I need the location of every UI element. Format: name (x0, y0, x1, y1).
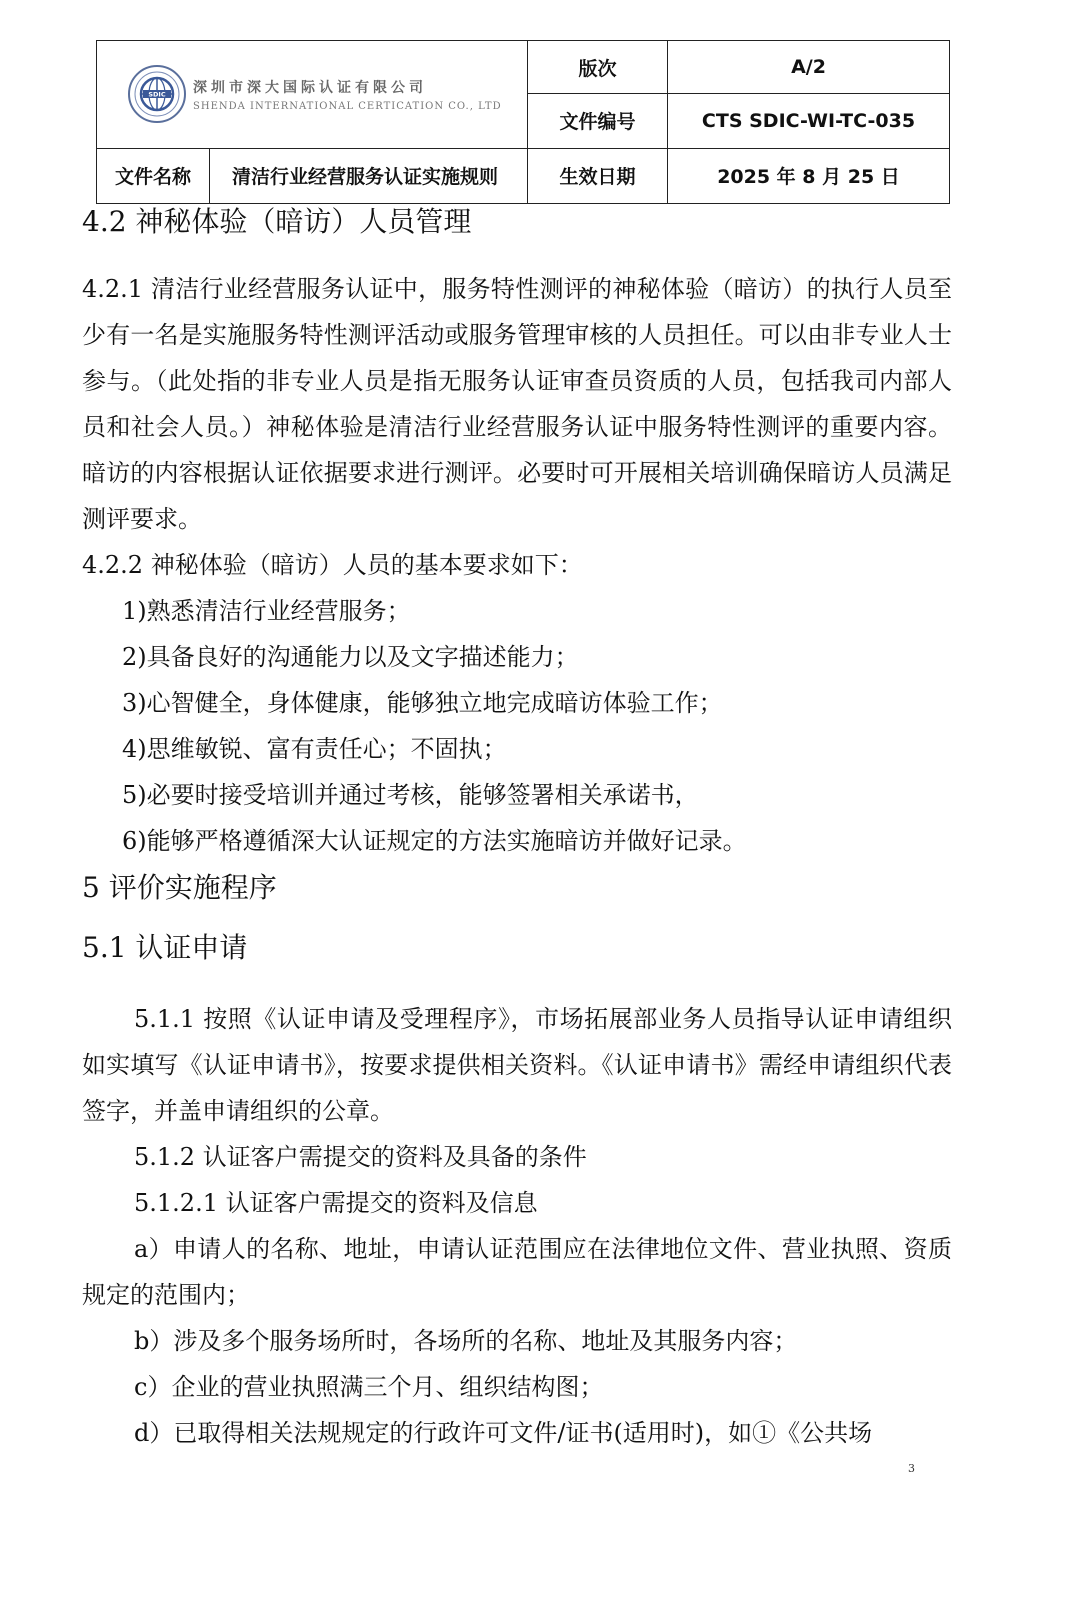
requirement-item-5: 5)必要时接受培训并通过考核，能够签署相关承诺书， (122, 781, 699, 809)
section-5-1-heading: 5.1 认证申请 (82, 931, 248, 964)
company-seal-icon (127, 64, 187, 124)
paragraph-5-1-2-1: 5.1.2.1 认证客户需提交的资料及信息 (134, 1189, 538, 1217)
paragraph-4-2-2: 4.2.2 神秘体验（暗访）人员的基本要求如下： (82, 551, 583, 579)
doc-no-value: CTS SDIC-WI-TC-035 (668, 94, 950, 148)
page-number: 3 (908, 1462, 915, 1475)
doc-name-label: 文件名称 (97, 148, 210, 203)
section-5-heading: 5 评价实施程序 (82, 871, 277, 904)
effective-date-value: 2025 年 8 月 25 日 (668, 148, 950, 203)
requirement-item-1: 1)熟悉清洁行业经营服务； (122, 597, 411, 625)
list-item-b: b）涉及多个服务场所时，各场所的名称、地址及其服务内容； (134, 1327, 798, 1355)
paragraph-4-2-1: 4.2.1 清洁行业经营服务认证中，服务特性测评的神秘体验（暗访）的执行人员至少有一名是实施服务特性测评活动或服务管理审核的人员担任。可以由非专业人士参与。（此处指的非专业人员是指无服务认证审查员资质的人员，包括我司内部人员和社会人员。）神秘体验是清洁行业经营服务认证中服务特性测评的重要内容。暗访的内容根据认证依据要求进行测评。必要时可开展相关培训确保暗访人员满足测评要求。 (82, 275, 952, 533)
document-body (82, 200, 952, 1456)
document-header-table (96, 40, 950, 204)
section-4-2-heading: 4.2 神秘体验（暗访）人员管理 (82, 205, 472, 238)
company-name-en: SHENDA INTERNATIONAL CERTICATION CO., LTD (193, 100, 502, 112)
requirement-item-3: 3)心智健全，身体健康，能够独立地完成暗访体验工作； (122, 689, 723, 717)
svg-text:SDIC: SDIC (148, 90, 166, 99)
version-label: 版次 (528, 41, 668, 94)
list-item-a: a）申请人的名称、地址，申请认证范围应在法律地位文件、营业执照、资质规定的范围内； (82, 1235, 952, 1309)
requirement-item-2: 2)具备良好的沟通能力以及文字描述能力； (122, 643, 579, 671)
requirement-item-6: 6)能够严格遵循深大认证规定的方法实施暗访并做好记录。 (122, 827, 747, 855)
company-logo-cell (97, 41, 528, 149)
paragraph-5-1-2: 5.1.2 认证客户需提交的资料及具备的条件 (134, 1143, 587, 1171)
list-item-c: c）企业的营业执照满三个月、组织结构图； (134, 1373, 604, 1401)
effective-date-label: 生效日期 (528, 148, 668, 203)
doc-no-label: 文件编号 (528, 94, 668, 148)
requirement-item-4: 4)思维敏锐、富有责任心；不固执； (122, 735, 507, 763)
paragraph-5-1-1: 5.1.1 按照《认证申请及受理程序》，市场拓展部业务人员指导认证申请组织如实填写《认证申请书》，按要求提供相关资料。《认证申请书》需经申请组织代表签字，并盖申请组织的公章。 (82, 1005, 952, 1125)
version-value: A/2 (668, 41, 950, 94)
list-item-d: d）已取得相关法规规定的行政许可文件/证书(适用时)，如①《公共场 (134, 1419, 873, 1447)
company-name-cn: 深圳市深大国际认证有限公司 (193, 79, 427, 96)
doc-name-value: 清洁行业经营服务认证实施规则 (210, 148, 528, 203)
